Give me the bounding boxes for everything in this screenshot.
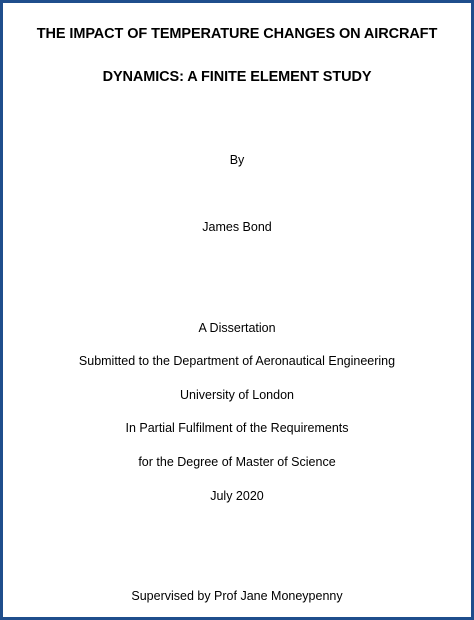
university-name: University of London [180, 388, 294, 402]
supervisor-line: Supervised by Prof Jane Moneypenny [131, 589, 343, 603]
thesis-title-line-1: THE IMPACT OF TEMPERATURE CHANGES ON AIRCRAFT [36, 26, 438, 42]
document-type: A Dissertation [198, 321, 276, 335]
degree-line: for the Degree of Master of Science [138, 455, 336, 469]
by-label: By [229, 153, 245, 167]
author-name: James Bond [202, 220, 272, 234]
requirements-line: In Partial Fulfilment of the Requirements [125, 421, 349, 435]
thesis-title-line-2: DYNAMICS: A FINITE ELEMENT STUDY [102, 69, 372, 85]
department-line: Submitted to the Department of Aeronautical Engineering [78, 354, 396, 368]
submission-date: July 2020 [210, 489, 264, 503]
